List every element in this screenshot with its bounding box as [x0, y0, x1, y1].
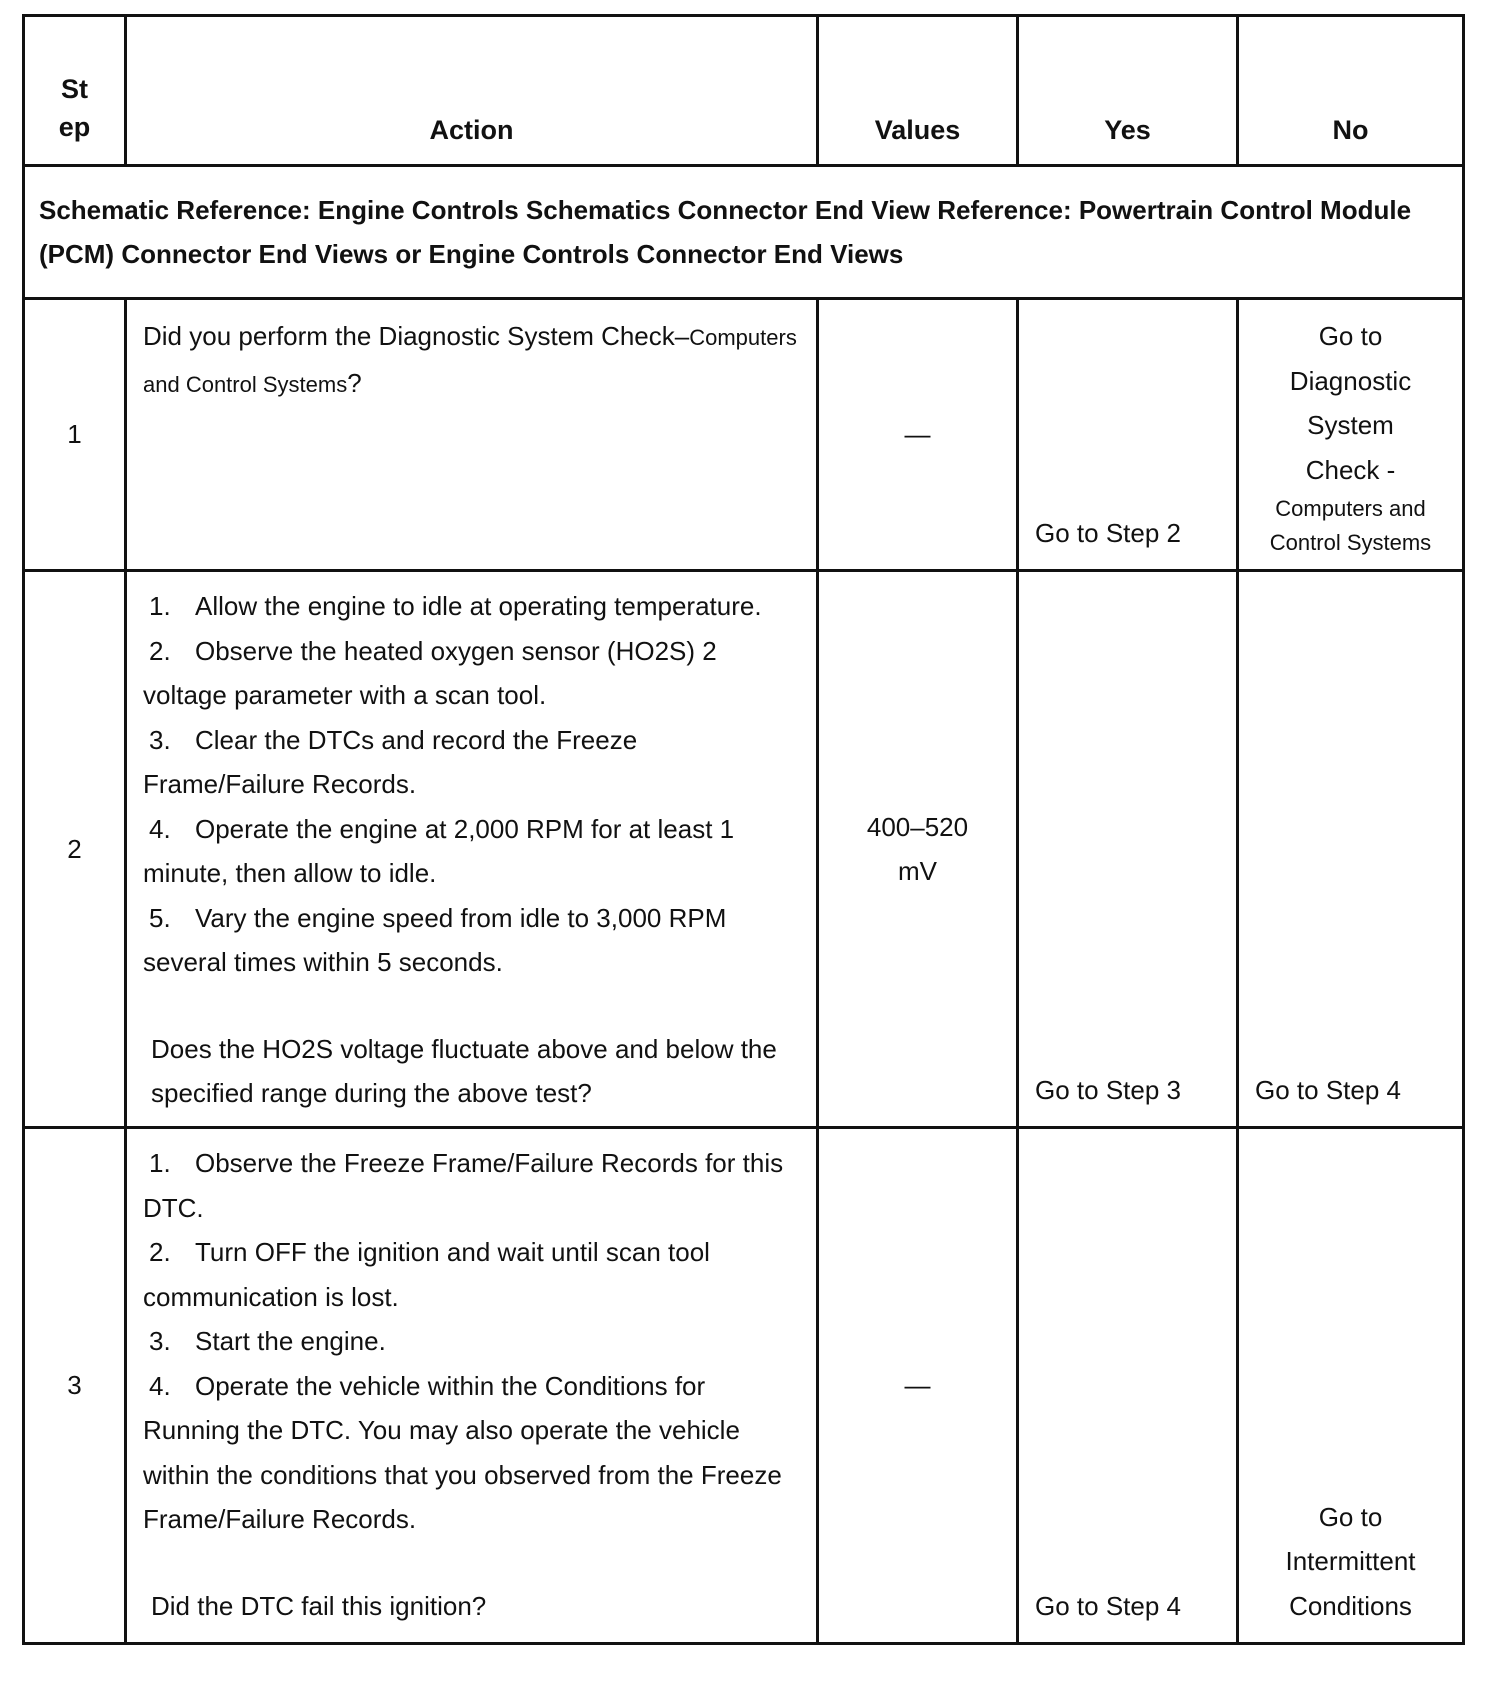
yes-cell: Go to Step 2 [1018, 299, 1238, 571]
item-number: 4. [149, 1370, 171, 1401]
item-text: Observe the Freeze Frame/Failure Records for this DTC. [143, 1148, 784, 1223]
no-cell: Go to Step 4 [1238, 571, 1464, 1128]
no-cell [1238, 1128, 1464, 1644]
item-text: Vary the engine speed from idle to 3,000 RPM several times within 5 seconds. [143, 902, 727, 977]
item-text: Allow the engine to idle at operating temperature. [195, 591, 762, 621]
item-text: Observe the heated oxygen sensor (HO2S) 2 voltage parameter with a scan tool. [143, 635, 717, 710]
table-row-step-3 [24, 1128, 1464, 1644]
header-step [24, 16, 126, 166]
list-item [143, 584, 802, 629]
item-number: 5. [149, 902, 171, 933]
action-cell [126, 299, 818, 571]
no-line: Intermittent [1285, 1546, 1416, 1576]
item-number: 4. [149, 813, 171, 844]
no-link-text: Computers and Control Systems [1269, 496, 1432, 555]
step-number: 3 [24, 1128, 126, 1644]
step-number: 1 [24, 299, 126, 571]
item-number: 2. [149, 1237, 171, 1267]
item-text: Operate the engine at 2,000 RPM for at least 1 minute, then allow to idle. [143, 813, 735, 888]
table-row-step-1 [24, 299, 1464, 571]
step-number: 2 [24, 571, 126, 1128]
spacer [143, 1542, 802, 1584]
no-line: Check - [1305, 454, 1396, 485]
header-no: No [1238, 16, 1464, 166]
reference-row [24, 166, 1464, 299]
values-line: 400–520 [866, 811, 969, 842]
spacer [143, 985, 802, 1027]
item-text: Operate the vehicle within the Conditions for Running the DTC. You may also operate the vehicle within the conditions that you observed from the Freeze Frame/Failure Records. [143, 1370, 782, 1534]
item-text: Turn OFF the ignition and wait until scan tool communication is lost. [143, 1237, 710, 1312]
no-line: System [1307, 410, 1394, 440]
header-step-line2: ep [58, 112, 91, 142]
table-row-step-2 [24, 571, 1464, 1128]
values-cell: — [818, 299, 1018, 571]
list-item [143, 896, 802, 985]
no-line: Conditions [1289, 1590, 1412, 1621]
list-item [143, 1230, 802, 1319]
list-item [143, 1319, 802, 1364]
no-line: Go to [1318, 1501, 1383, 1532]
item-number: 3. [149, 724, 171, 755]
item-number: 1. [149, 1148, 171, 1178]
action-tail: ? [347, 367, 362, 398]
item-number: 3. [149, 1326, 171, 1356]
no-line: Go to [1318, 321, 1383, 351]
item-text: Start the engine. [195, 1326, 386, 1356]
header-yes: Yes [1018, 16, 1238, 166]
question-text: Did the DTC fail this ignition? [151, 1590, 487, 1621]
diagnostic-table [22, 14, 1465, 1645]
list-item [143, 1364, 802, 1542]
header-step-line1: St [61, 74, 88, 104]
schematic-reference: Schematic Reference: Engine Controls Schematics Connector End View Reference: Powertrain Control Module (PCM) Connector End Views or Engine Controls Connector End Views [24, 166, 1464, 299]
question-text: Does the HO2S voltage fluctuate above and below the specified range during the above test? [151, 1033, 777, 1108]
item-number: 2. [149, 635, 171, 666]
action-text: Did you perform the Diagnostic System Check– [143, 321, 690, 351]
item-text: Clear the DTCs and record the Freeze Frame/Failure Records. [143, 724, 638, 799]
action-cell [126, 1128, 818, 1644]
action-link-text: Computers and Control Systems [143, 325, 797, 397]
values-line: mV [898, 856, 937, 886]
header-action: Action [126, 16, 818, 166]
yes-cell: Go to Step 3 [1018, 571, 1238, 1128]
no-line: Diagnostic [1289, 365, 1412, 396]
no-cell [1238, 299, 1464, 571]
item-number: 1. [149, 591, 171, 621]
list-item [143, 807, 802, 896]
action-cell [126, 571, 818, 1128]
header-row [24, 16, 1464, 166]
list-item [143, 1141, 802, 1230]
yes-cell: Go to Step 4 [1018, 1128, 1238, 1644]
values-cell: — [818, 1128, 1018, 1644]
values-cell [818, 571, 1018, 1128]
header-values: Values [818, 16, 1018, 166]
list-item [143, 629, 802, 718]
list-item [143, 718, 802, 807]
